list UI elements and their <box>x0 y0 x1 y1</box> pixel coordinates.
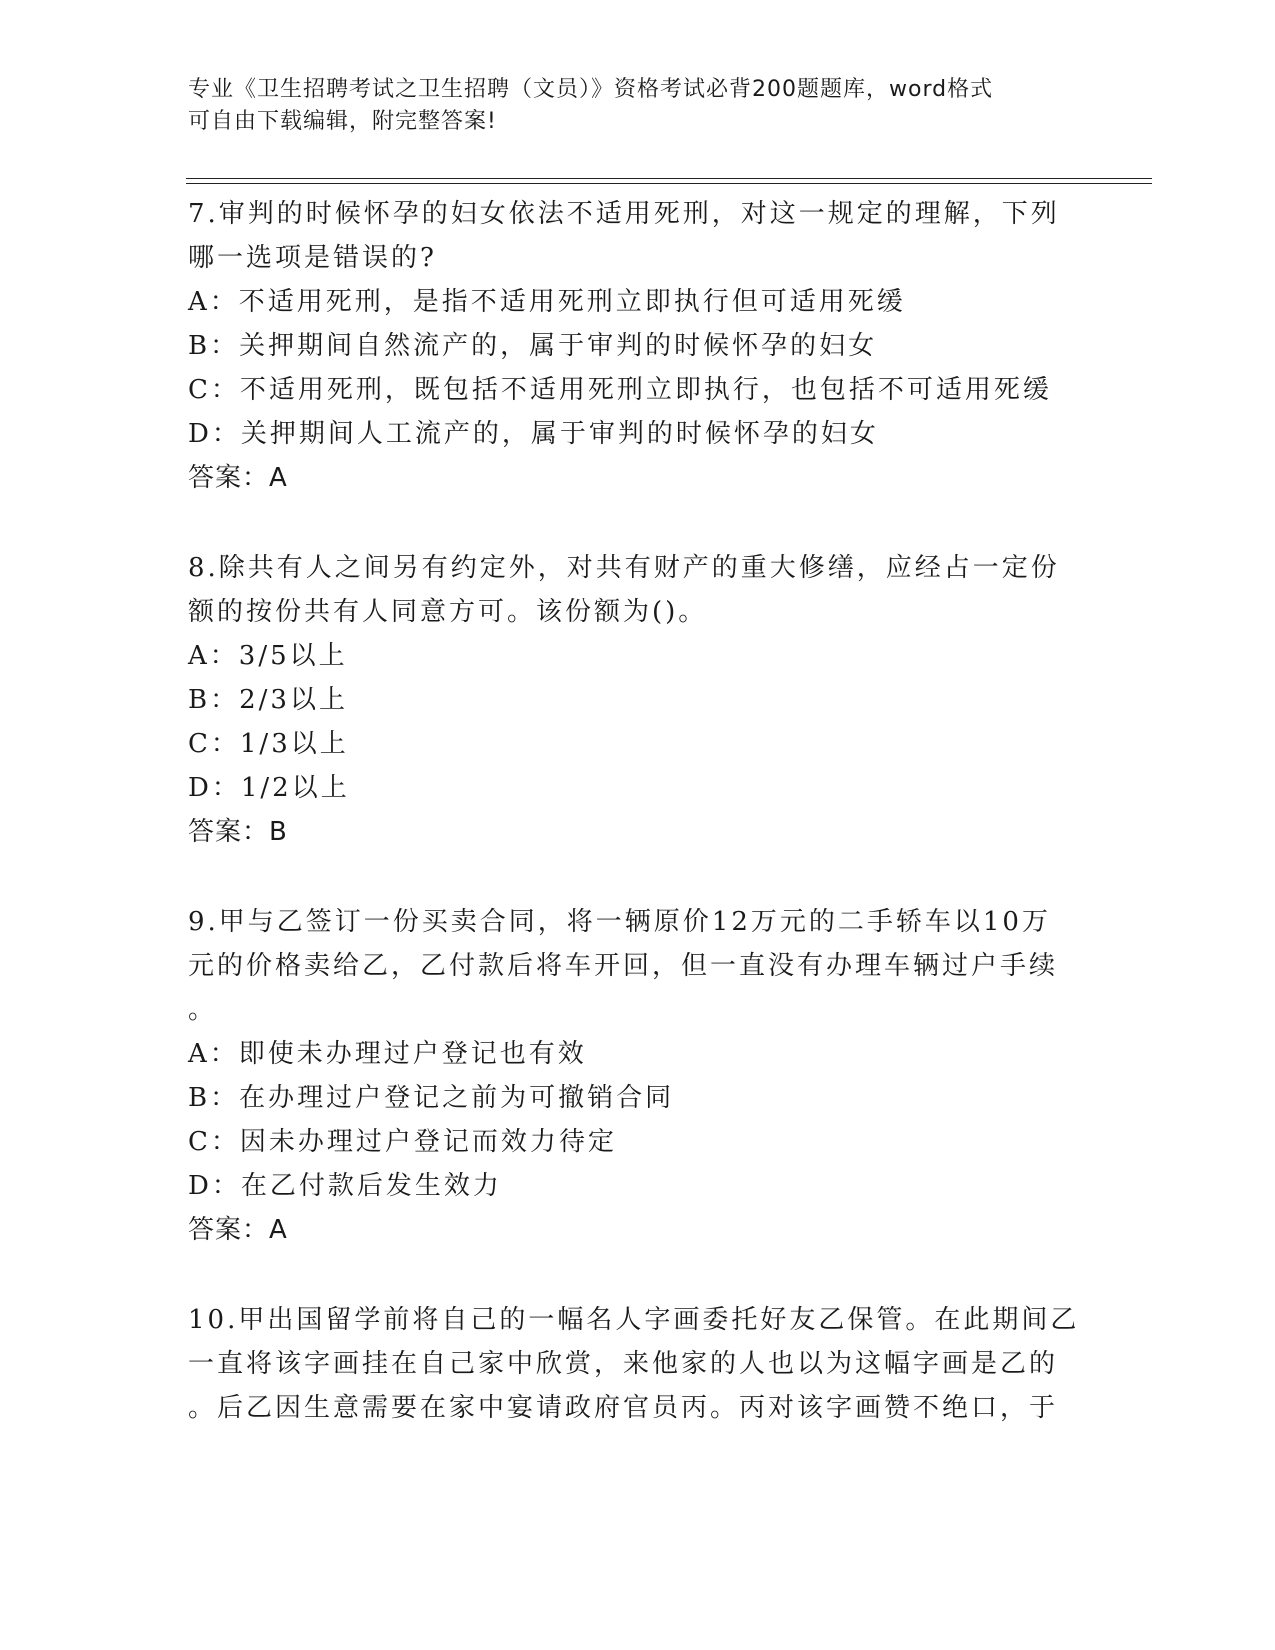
question-stem: 9.甲与乙签订一份买卖合同，将一辆原价12万元的二手轿车以10万 <box>188 907 1051 937</box>
question-stem: 。 <box>188 995 218 1025</box>
question-stem: 额的按份共有人同意方可。该份额为()。 <box>188 597 708 627</box>
question-stem: 元的价格卖给乙，乙付款后将车开回，但一直没有办理车辆过户手续 <box>188 951 1059 981</box>
question-stem: 哪一选项是错误的? <box>188 243 437 273</box>
option-b: B：关押期间自然流产的，属于审判的时候怀孕的妇女 <box>188 331 878 361</box>
option-d: D：在乙付款后发生效力 <box>188 1171 502 1201</box>
option-d: D：关押期间人工流产的，属于审判的时候怀孕的妇女 <box>188 419 879 449</box>
question-8 <box>188 546 1088 854</box>
question-stem: 。后乙因生意需要在家中宴请政府官员丙。丙对该字画赞不绝口，于 <box>188 1393 1059 1423</box>
option-a: A：3/5以上 <box>188 641 348 671</box>
answer-label: 答案：A <box>188 463 288 493</box>
question-10 <box>188 1298 1088 1430</box>
header-line: 可自由下载编辑，附完整答案! <box>188 109 497 134</box>
option-a: A：不适用死刑，是指不适用死刑立即执行但可适用死缓 <box>188 287 906 317</box>
question-stem: 10.甲出国留学前将自己的一幅名人字画委托好友乙保管。在此期间乙 <box>188 1305 1080 1335</box>
question-list <box>188 192 1088 1476</box>
option-c: C：不适用死刑，既包括不适用死刑立即执行，也包括不可适用死缓 <box>188 375 1052 405</box>
header-line: 专业《卫生招聘考试之卫生招聘（文员）》资格考试必背200题题库，word格式 <box>188 77 994 102</box>
question-stem: 7.审判的时候怀孕的妇女依法不适用死刑，对这一规定的理解，下列 <box>188 199 1060 229</box>
option-b: B：2/3以上 <box>188 685 348 715</box>
header-divider <box>186 178 1152 179</box>
option-b: B：在办理过户登记之前为可撤销合同 <box>188 1083 675 1113</box>
answer-label: 答案：A <box>188 1215 288 1245</box>
question-stem: 一直将该字画挂在自己家中欣赏，来他家的人也以为这幅字画是乙的 <box>188 1349 1059 1379</box>
answer-label: 答案：B <box>188 817 288 847</box>
option-d: D：1/2以上 <box>188 773 350 803</box>
question-7 <box>188 192 1088 500</box>
option-c: C：1/3以上 <box>188 729 349 759</box>
question-stem: 8.除共有人之间另有约定外，对共有财产的重大修缮，应经占一定份 <box>188 553 1060 583</box>
header-divider <box>186 183 1152 184</box>
option-c: C：因未办理过户登记而效力待定 <box>188 1127 617 1157</box>
question-9 <box>188 900 1088 1252</box>
document-header <box>188 74 1068 138</box>
option-a: A：即使未办理过户登记也有效 <box>188 1039 587 1069</box>
